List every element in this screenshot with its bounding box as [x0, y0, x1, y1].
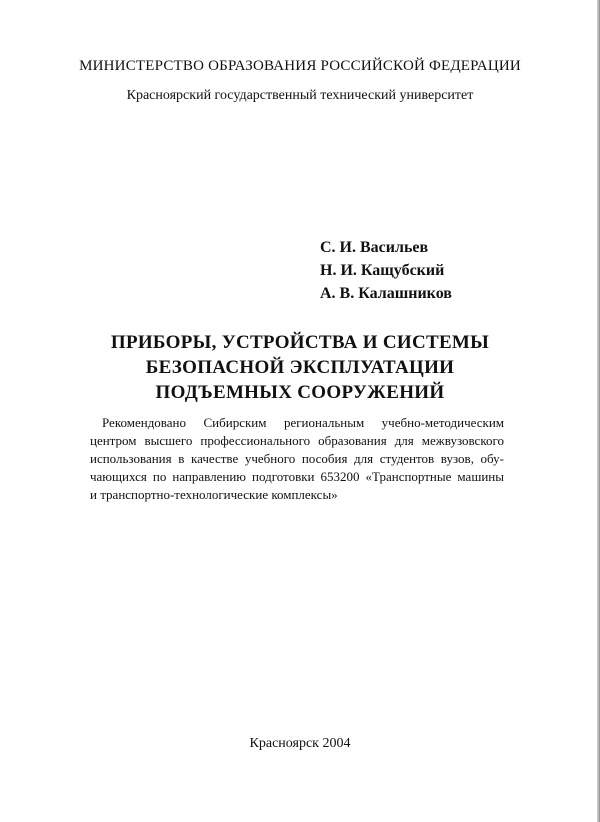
recommendation-line: и транспортно-технологические комплексы» — [90, 487, 338, 502]
book-title — [40, 330, 560, 405]
recommendation-paragraph — [90, 414, 504, 504]
author-name: С. И. Васильев — [320, 239, 429, 256]
recommendation-line: чающихся по направлению подготовки 653200 «Транспортные машины — [90, 469, 504, 484]
authors-block — [320, 236, 560, 305]
publication-place-year: Красноярск 2004 — [249, 736, 351, 751]
author-name: Н. И. Кащубский — [320, 262, 445, 279]
university-name: Красноярский государственный технический университет — [126, 88, 474, 103]
recommendation-line: центром высшего профессионального образования для межвузовского — [90, 433, 504, 448]
recommendation-line: использования в качестве учебного пособия для студентов вузов, обу- — [90, 451, 504, 466]
title-line: БЕЗОПАСНОЙ ЭКСПЛУАТАЦИИ — [145, 357, 455, 378]
title-line: ПОДЪЕМНЫХ СООРУЖЕНИЙ — [155, 382, 445, 403]
ministry-heading: МИНИСТЕРСТВО ОБРАЗОВАНИЯ РОССИЙСКОЙ ФЕДЕРАЦИИ — [79, 58, 521, 74]
recommendation-line: Рекомендовано Сибирским региональным учебно-методическим — [102, 415, 504, 430]
author-name: А. В. Калашников — [320, 285, 452, 302]
title-line: ПРИБОРЫ, УСТРОЙСТВА И СИСТЕМЫ — [110, 332, 490, 353]
